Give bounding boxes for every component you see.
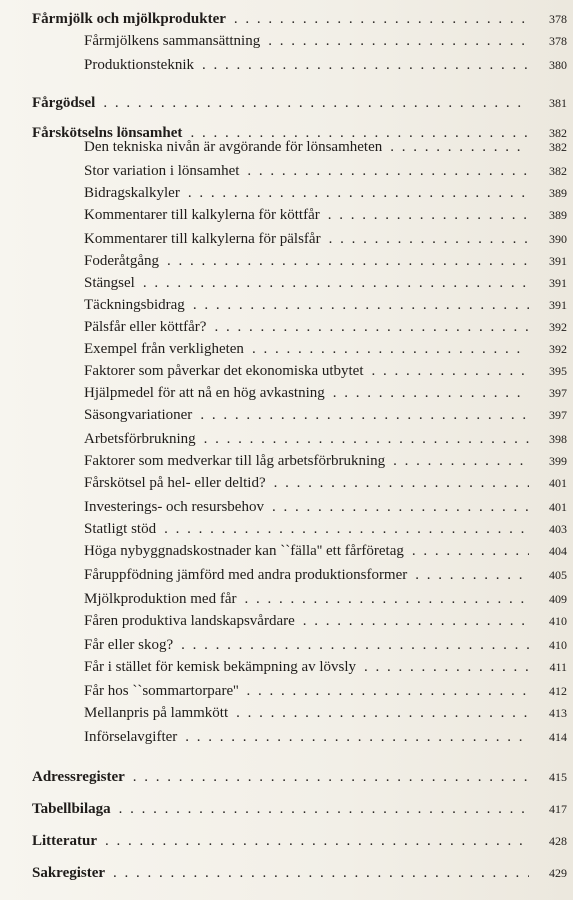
dot-leader <box>390 136 529 158</box>
toc-entry-row <box>0 472 573 494</box>
toc-entry-title: Säsongvariationer <box>84 407 193 423</box>
dot-leader <box>393 450 529 472</box>
dot-leader <box>372 360 529 382</box>
dot-leader <box>167 250 529 272</box>
toc-entry-title: Införselavgifter <box>84 729 178 745</box>
toc-page-number: 381 <box>549 96 567 110</box>
toc-entry-row <box>0 182 573 204</box>
toc-entry-row <box>0 518 573 540</box>
toc-entry-title: Fårskötselns lönsamhet <box>32 125 183 141</box>
toc-page-number: 405 <box>549 568 567 582</box>
toc-entry-row <box>0 30 573 52</box>
toc-entry-title: Fårgödsel <box>32 95 96 111</box>
dot-leader <box>328 204 529 226</box>
toc-entry-row <box>0 540 573 562</box>
toc-entry-title: Får i stället för kemisk bekämpning av lövsly <box>84 659 357 675</box>
toc-page-number: 411 <box>549 660 567 674</box>
toc-page-number: 414 <box>549 730 567 744</box>
dot-leader <box>274 472 529 494</box>
toc-entry-title: Mellanpris på lammkött <box>84 705 229 721</box>
toc-entry-row <box>0 428 573 450</box>
toc-entry-row <box>0 160 573 182</box>
toc-entry-title: Fårmjölkens sammansättning <box>84 33 261 49</box>
dot-leader <box>214 316 529 338</box>
toc-entry-row <box>0 360 573 382</box>
toc-page-number: 391 <box>549 254 567 268</box>
toc-page-number: 409 <box>549 592 567 606</box>
toc-entry-row <box>0 250 573 272</box>
toc-entry-row <box>0 404 573 426</box>
dot-leader <box>143 272 529 294</box>
toc-page-number: 417 <box>549 802 567 816</box>
dot-leader <box>234 8 529 30</box>
toc-page-number: 399 <box>549 454 567 468</box>
toc-entry-title: Kommentarer till kalkylerna för köttfår <box>84 207 320 223</box>
dot-leader <box>364 656 529 678</box>
toc-heading-row <box>0 830 573 852</box>
dot-leader <box>103 92 529 114</box>
toc-entry-title: Adressregister <box>32 769 125 785</box>
toc-entry-title: Täckningsbidrag <box>84 297 185 313</box>
toc-entry-row <box>0 204 573 226</box>
toc-entry-title: Pälsfår eller köttfår? <box>84 319 207 335</box>
toc-entry-title: Statligt stöd <box>84 521 157 537</box>
dot-leader <box>181 634 529 656</box>
toc-entry-row <box>0 228 573 250</box>
dot-leader <box>204 428 529 450</box>
toc-page-number: 415 <box>549 770 567 784</box>
toc-entry-title: Faktorer som påverkar det ekonomiska utbytet <box>84 363 364 379</box>
toc-entry-title: Fårskötsel på hel- eller deltid? <box>84 475 266 491</box>
toc-entry-title: Exempel från verkligheten <box>84 341 244 357</box>
toc-entry-row <box>0 382 573 404</box>
dot-leader <box>236 702 529 724</box>
toc-entry-title: Höga nybyggnadskostnader kan ``fälla'' ett fårföretag <box>84 543 404 559</box>
dot-leader <box>193 294 529 316</box>
toc-heading-row <box>0 92 573 114</box>
toc-page-number: 404 <box>549 544 567 558</box>
toc-page-number: 395 <box>549 364 567 378</box>
dot-leader <box>252 338 529 360</box>
toc-entry-title: Foderåtgång <box>84 253 159 269</box>
toc-entry-row <box>0 272 573 294</box>
toc-entry-row <box>0 294 573 316</box>
dot-leader <box>113 862 529 884</box>
toc-entry-row <box>0 656 573 678</box>
toc-page-number: 378 <box>549 12 567 26</box>
dot-leader <box>164 518 529 540</box>
toc-entry-title: Faktorer som medverkar till låg arbetsförbrukning <box>84 453 386 469</box>
toc-entry-title: Produktionsteknik <box>84 57 195 73</box>
toc-page-number: 413 <box>549 706 567 720</box>
toc-heading-row <box>0 766 573 788</box>
toc-entry-row <box>0 588 573 610</box>
toc-entry-title: Kommentarer till kalkylerna för pälsfår <box>84 231 321 247</box>
toc-entry-title: Får eller skog? <box>84 637 174 653</box>
toc-entry-title: Fåren produktiva landskapsvårdare <box>84 613 295 629</box>
toc-heading-row <box>0 8 573 30</box>
toc-page-number: 392 <box>549 320 567 334</box>
dot-leader <box>244 588 529 610</box>
toc-page-number: 429 <box>549 866 567 880</box>
toc-entry-title: Sakregister <box>32 865 106 881</box>
toc-page-number: 410 <box>549 638 567 652</box>
toc-entry-row <box>0 726 573 748</box>
dot-leader <box>247 680 529 702</box>
toc-entry-title: Bidragskalkyler <box>84 185 180 201</box>
dot-leader <box>105 830 529 852</box>
toc-entry-title: Den tekniska nivån är avgörande för lönsamheten <box>84 139 383 155</box>
dot-leader <box>133 766 529 788</box>
dot-leader <box>272 496 529 518</box>
toc-entry-title: Tabellbilaga <box>32 801 111 817</box>
toc-entry-row <box>0 316 573 338</box>
toc-page-number: 410 <box>549 614 567 628</box>
toc-entry-row <box>0 564 573 586</box>
toc-heading-row <box>0 862 573 884</box>
toc-entry-row <box>0 610 573 632</box>
toc-page-number: 397 <box>549 408 567 422</box>
toc-page-number: 428 <box>549 834 567 848</box>
toc-page-number: 412 <box>549 684 567 698</box>
toc-entry-row <box>0 54 573 76</box>
dot-leader <box>303 610 529 632</box>
toc-entry-title: Fåruppfödning jämförd med andra produktionsformer <box>84 567 408 583</box>
toc-entry-row <box>0 680 573 702</box>
toc-page-number: 389 <box>549 208 567 222</box>
toc-heading-row <box>0 798 573 820</box>
toc-page-number: 382 <box>549 140 567 154</box>
toc-page-number: 382 <box>549 164 567 178</box>
toc-entry-title: Litteratur <box>32 833 97 849</box>
dot-leader <box>415 564 529 586</box>
dot-leader <box>188 182 529 204</box>
toc-page-number: 382 <box>549 126 567 140</box>
toc-page-number: 397 <box>549 386 567 400</box>
dot-leader <box>202 54 529 76</box>
toc-page-number: 401 <box>549 500 567 514</box>
toc-entry-row <box>0 496 573 518</box>
toc-page-number: 391 <box>549 276 567 290</box>
dot-leader <box>247 160 529 182</box>
toc-entry-title: Stängsel <box>84 275 135 291</box>
toc-page-number: 390 <box>549 232 567 246</box>
dot-leader <box>329 228 529 250</box>
toc-entry-title: Hjälpmedel för att nå en hög avkastning <box>84 385 325 401</box>
toc-page-number: 398 <box>549 432 567 446</box>
dot-leader <box>185 726 529 748</box>
dot-leader <box>268 30 529 52</box>
toc-entry-row <box>0 136 573 158</box>
toc-entry-title: Fårmjölk och mjölkprodukter <box>32 11 226 27</box>
toc-page-number: 392 <box>549 342 567 356</box>
dot-leader <box>119 798 529 820</box>
dot-leader <box>200 404 529 426</box>
toc-page-number: 401 <box>549 476 567 490</box>
toc-page-number: 391 <box>549 298 567 312</box>
toc-page-number: 380 <box>549 58 567 72</box>
toc-page-number: 389 <box>549 186 567 200</box>
toc-entry-title: Stor variation i lönsamhet <box>84 163 240 179</box>
dot-leader <box>333 382 529 404</box>
toc-page-number: 403 <box>549 522 567 536</box>
dot-leader <box>412 540 529 562</box>
toc-entry-title: Får hos ``sommartorpare'' <box>84 683 239 699</box>
toc-entry-row <box>0 450 573 472</box>
toc-entry-title: Arbetsförbrukning <box>84 431 196 447</box>
toc-entry-row <box>0 702 573 724</box>
toc-entry-row <box>0 338 573 360</box>
toc-entry-row <box>0 634 573 656</box>
toc-entry-title: Mjölkproduktion med får <box>84 591 237 607</box>
toc-entry-title: Investerings- och resursbehov <box>84 499 264 515</box>
toc-page-number: 378 <box>549 34 567 48</box>
